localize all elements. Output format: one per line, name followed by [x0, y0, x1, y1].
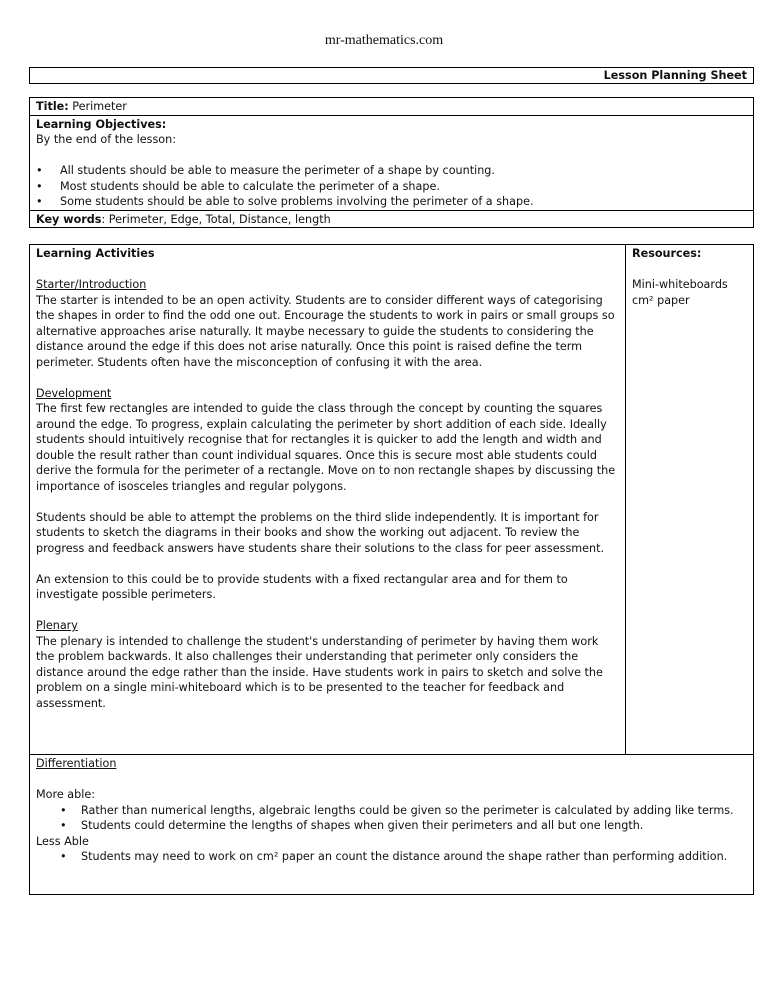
objectives-heading: Learning Objectives:: [36, 117, 167, 131]
sheet-title: Lesson Planning Sheet: [603, 69, 747, 82]
resource-item: Mini-whiteboards: [632, 278, 728, 291]
more-able-list: [36, 803, 747, 834]
sheet-header: [29, 67, 754, 84]
development-paragraph-2: Students should be able to attempt the problems on the third slide independently. It is important for students to sketch the diagrams in their books and show the working out adjacent. To review the progress and feedback answers have students share their solutions to the class for peer assessment.: [36, 510, 605, 555]
resources-cell: [626, 245, 753, 755]
less-able-list: [36, 849, 747, 865]
more-able-label: More able:: [36, 788, 96, 801]
resource-item: cm² paper: [632, 293, 690, 307]
objective-item: • Most students should be able to calculate the perimeter of a shape.: [36, 179, 747, 195]
starter-text: The starter is intended to be an open activity. Students are to consider different ways of categorising the shapes in order to find the odd one out. Encourage the students to work in pairs or small groups so alternative approaches arise naturally. It maybe necessary to guide the students to considering the distance around the edge if this does not arise naturally. Once this point is raised define the term perimeter. Students often have the misconception of confusing it with the area.: [36, 293, 615, 369]
objective-item: • All students should be able to measure the perimeter of a shape by counting.: [36, 163, 747, 179]
objectives-row: [30, 116, 753, 211]
objectives-list: [36, 163, 747, 210]
development-paragraph-3: An extension to this could be to provide students with a fixed rectangular area and for them to investigate possible perimeters.: [36, 572, 568, 601]
plenary-text: The plenary is intended to challenge the student's understanding of perimeter by having them work the problem backwards. It also challenges their understanding that perimeter only considers the distance around the edge rather than the inside. Have students work in pairs to sketch and solve the problem on a single mini-whiteboard which is to be presented to the teacher for feedback and assessment.: [36, 634, 603, 710]
activities-heading: Learning Activities: [36, 247, 155, 260]
differentiation-cell: [30, 755, 753, 866]
lesson-info-table: [29, 97, 754, 228]
development-heading: Development: [36, 386, 112, 400]
keywords-value: : Perimeter, Edge, Total, Distance, length: [101, 212, 331, 226]
resources-heading: Resources:: [632, 247, 702, 260]
less-able-item: • Students may need to work on cm² paper an count the distance around the shape rather than performing addition.: [36, 849, 747, 865]
plenary-heading: Plenary: [36, 619, 78, 632]
less-able-label: Less Able: [36, 834, 89, 848]
more-able-item: • Rather than numerical lengths, algebraic lengths could be given so the perimeter is calculated by adding like terms.: [36, 803, 747, 819]
starter-heading: Starter/Introduction: [36, 278, 147, 291]
objectives-intro: By the end of the lesson:: [36, 133, 177, 146]
keywords-row: [30, 211, 753, 228]
differentiation-heading: Differentiation: [36, 757, 117, 770]
development-paragraph-1: The first few rectangles are intended to guide the class through the concept by counting the squares around the edge. To progress, explain calculating the perimeter by short addition of each side. Ideally students should intuitively recognise that for rectangles it is quicker to add the length and width and double the result rather than count individual squares. Once this is secure most able students could derive the formula for the perimeter of a rectangle. Move on to non rectangle shapes by discussing the importance of isosceles triangles and regular polygons.: [36, 402, 616, 493]
learning-activities-cell: [30, 245, 626, 755]
title-label: Title:: [36, 100, 69, 113]
title-row: [30, 98, 753, 116]
activities-table: [29, 244, 754, 895]
more-able-item: • Students could determine the lengths of shapes when given their perimeters and all but one length.: [36, 818, 747, 834]
objective-item: • Some students should be able to solve problems involving the perimeter of a shape.: [36, 194, 747, 210]
title-value: Perimeter: [68, 100, 127, 113]
keywords-label: Key words: [36, 212, 102, 226]
site-name: mr-mathematics.com: [324, 33, 444, 48]
